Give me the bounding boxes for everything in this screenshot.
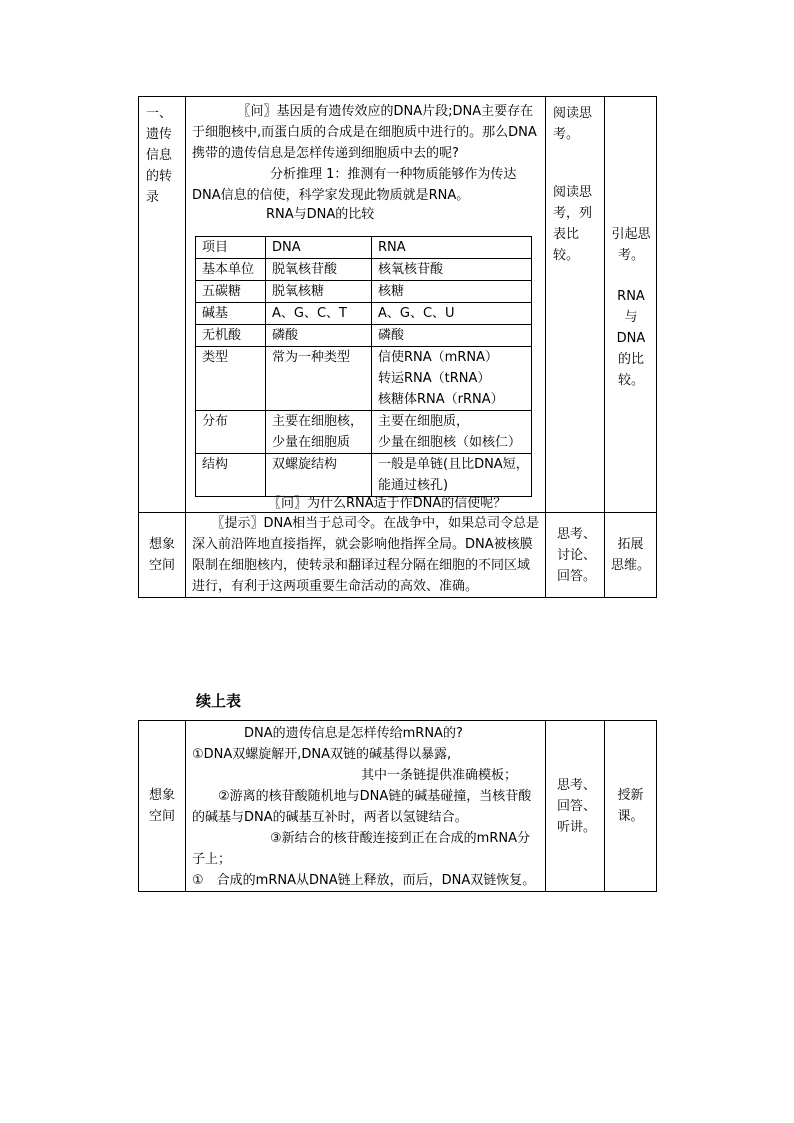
compare-cell: 磷酸 (372, 325, 532, 347)
process-step-line: ① 合成的mRNA从DNA链上释放，而后，DNA双链恢复。 (192, 873, 536, 888)
student-activity-cell-2: 思考、 讨论、 回答。 (546, 513, 605, 598)
section-label-imagine: 想象 空间 (139, 513, 186, 598)
compare-cell: 分布 (196, 411, 266, 454)
compare-cell: 脱氧核糖 (266, 281, 372, 303)
teacher-intent-1: 引起思考。 (611, 227, 651, 263)
compare-header-cell: 项目 (196, 237, 266, 259)
lesson-table-2 (138, 720, 657, 892)
process-step-line: ②游离的核苷酸随机地与DNA链的碱基碰撞，当核苷酸的碱基与DNA的碱基互补时，两者以氢键结合。 (192, 789, 532, 825)
process-step-line: DNA的遗传信息是怎样传给mRNA的? (192, 726, 463, 741)
compare-cell: A、G、C、T (266, 303, 372, 325)
compare-header-cell: RNA (372, 237, 532, 259)
process-step-line: 其中一条链提供准确模板； (192, 768, 518, 783)
question-2: 〖问〗为什么RNA适于作DNA的信使呢？ (268, 496, 507, 511)
compare-cell: 基本单位 (196, 259, 266, 281)
analysis-text: 分析推理 1：推测有一种物质能够作为传达DNA信息的信使，科学家发现此物质就是RNA。 (192, 167, 517, 203)
compare-cell: 一般是单链(且比DNA短， 能通过核孔) (372, 454, 532, 497)
hint-text: 〖提示〗DNA相当于总司令。在战争中，如果总司令总是深入前沿阵地直接指挥，就会影响他指挥全局。DNA被核膜限制在细胞核内，使转录和翻译过程分隔在细胞的不同区域进行，有利于这两项重要生命活动的高效、准确。 (192, 516, 540, 594)
compare-cell: 脱氧核苷酸 (266, 259, 372, 281)
compare-cell: 碱基 (196, 303, 266, 325)
compare-row (196, 303, 532, 325)
teacher-intent-cell-2: 拓展 思维。 (605, 513, 657, 598)
teacher-intent-2: RNA 与 DNA 的比 较。 (616, 289, 646, 388)
compare-cell: 核糖 (372, 281, 532, 303)
student-activity-cell-3: 思考、 回答、 听讲。 (546, 721, 605, 892)
content-cell-transcription (186, 97, 546, 513)
compare-cell: A、G、C、U (372, 303, 532, 325)
compare-row (196, 259, 532, 281)
lesson-table-1 (138, 96, 657, 598)
compare-cell: 信使RNA（mRNA） 转运RNA（tRNA） 核糖体RNA（rRNA） (372, 347, 532, 411)
compare-cell: 类型 (196, 347, 266, 411)
compare-header-row (196, 237, 532, 259)
student-activity-2: 阅读思考，列表比较。 (553, 185, 593, 263)
compare-row (196, 325, 532, 347)
section-label-imagine-2: 想象 空间 (139, 721, 186, 892)
compare-cell: 五碳糖 (196, 281, 266, 303)
compare-row (196, 454, 532, 497)
content-cell-imagine (186, 513, 546, 598)
continued-heading: 续上表 (196, 692, 242, 710)
teacher-intent-cell (605, 97, 657, 513)
compare-cell: 常为一种类型 (266, 347, 372, 411)
rna-dna-compare-table (195, 236, 532, 497)
compare-cell: 核氧核苷酸 (372, 259, 532, 281)
student-activity-1: 阅读思考。 (553, 106, 593, 142)
student-activity-cell (546, 97, 605, 513)
compare-row (196, 281, 532, 303)
compare-cell: 主要在细胞质， 少量在细胞核（如核仁） (372, 411, 532, 454)
teacher-intent-cell-3: 授新 课。 (605, 721, 657, 892)
process-step-line: ①DNA双螺旋解开,DNA双链的碱基得以暴露, (192, 747, 452, 762)
process-step-line: ③新结合的核苷酸连接到正在合成的mRNA分子上； (192, 831, 530, 867)
compare-cell: 无机酸 (196, 325, 266, 347)
compare-title: RNA与DNA的比较 (266, 207, 375, 222)
content-cell-transcription-process (186, 721, 546, 892)
compare-cell: 主要在细胞核， 少量在细胞质 (266, 411, 372, 454)
compare-row (196, 347, 532, 411)
section-label-transcription: 一、 遗传 信息 的转 录 (139, 97, 186, 513)
question-1: 〖问〗基因是有遗传效应的DNA片段;DNA主要存在于细胞核中,而蛋白质的合成是在细胞质中进行的。那么DNA携带的遗传信息是怎样传递到细胞质中去的呢? (192, 104, 537, 161)
compare-cell: 双螺旋结构 (266, 454, 372, 497)
compare-row (196, 411, 532, 454)
compare-cell: 磷酸 (266, 325, 372, 347)
compare-cell: 结构 (196, 454, 266, 497)
compare-header-cell: DNA (266, 237, 372, 259)
